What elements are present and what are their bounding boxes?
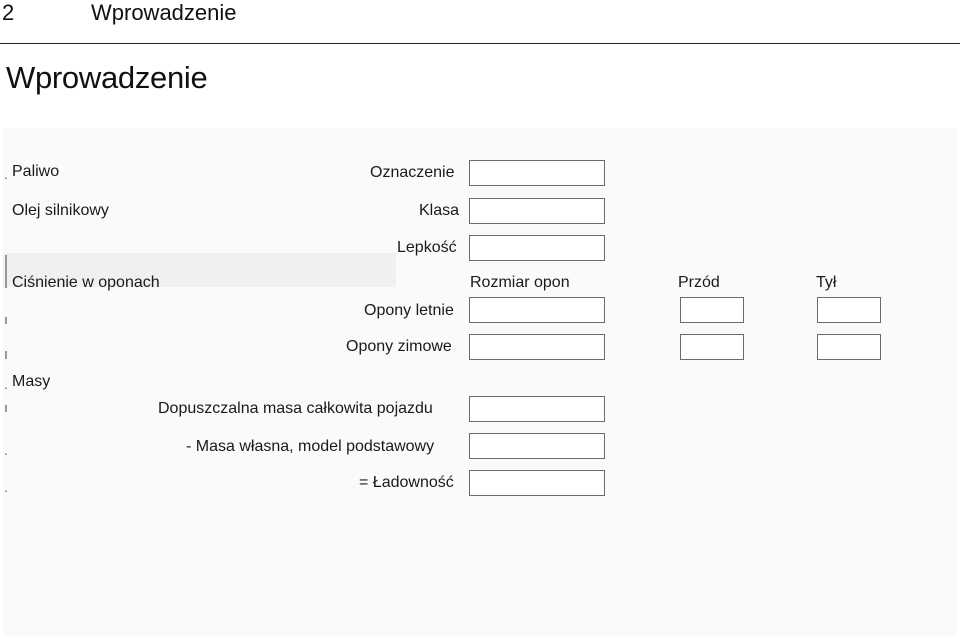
payload-field[interactable] [469,470,605,496]
gross-weight-label: Dopuszczalna masa całkowita pojazdu [158,400,433,417]
oil-viscosity-label: Lepkość [397,239,457,256]
rear-column-header: Tył [816,274,837,291]
bullet-marker: . [4,376,8,392]
winter-tire-size-field[interactable] [469,334,605,360]
payload-label: = Ładowność [359,474,454,491]
bullet-marker: . [4,166,8,182]
page-number: 2 [2,0,15,25]
header-divider [0,43,960,44]
section-marker [5,255,7,288]
row-marker [5,351,7,359]
curb-weight-label: - Masa własna, model podstawowy [186,438,435,455]
row-marker [5,405,7,412]
summer-front-pressure-field[interactable] [680,297,744,323]
summer-rear-pressure-field[interactable] [817,297,881,323]
winter-front-pressure-field[interactable] [680,334,744,360]
oil-heading: Olej silnikowy [12,202,109,219]
summer-tires-label: Opony letnie [364,302,454,319]
fuel-heading: Paliwo [12,163,60,180]
tire-size-column-header: Rozmiar opon [470,274,570,291]
oil-class-label: Klasa [419,202,460,219]
page-header [0,0,960,46]
section-title: Wprowadzenie [6,60,208,95]
oil-viscosity-field[interactable] [469,235,605,261]
bullet-marker: . [4,479,8,495]
row-marker [5,317,7,324]
fuel-designation-field[interactable] [469,160,605,186]
front-column-header: Przód [678,274,720,291]
curb-weight-field[interactable] [469,433,605,459]
fuel-designation-label: Oznaczenie [370,164,455,181]
winter-tires-label: Opony zimowe [346,338,452,355]
tire-pressure-heading: Ciśnienie w oponach [12,274,160,291]
summer-tire-size-field[interactable] [469,297,605,323]
gross-weight-field[interactable] [469,396,605,422]
bullet-marker: . [4,442,8,458]
weights-heading: Masy [12,373,51,390]
winter-rear-pressure-field[interactable] [817,334,881,360]
running-title: Wprowadzenie [91,0,237,25]
oil-class-field[interactable] [469,198,605,224]
